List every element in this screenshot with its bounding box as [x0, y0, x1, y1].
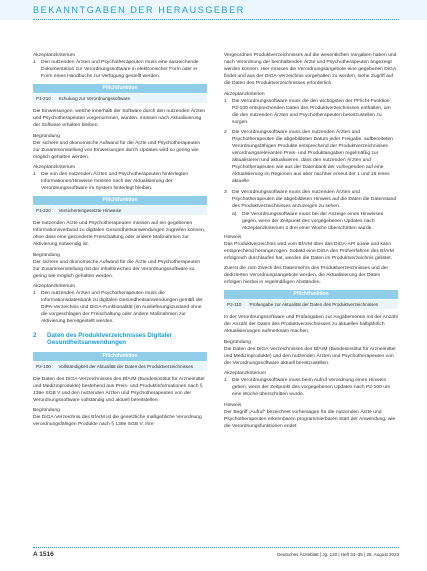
sub-list-item-text: Die Verordnungssoftware muss bei der Anzeige eines Hinweises gegen, wenn der Zeitpunkt des vorgegebenen Updates nach Akzeptanzkriterium 2 drei einer Woche überschritten wurde. [242, 211, 384, 231]
section-title: Daten des Produktverzeichnisses Digitaler Gesundheitsanwendungen [47, 332, 173, 347]
list-item-text: Die von den nutzenden Ärzten und Psychotherapeuten hinterlegten Informationen/Hinweise müssen nach der Aktualisierung der Verordnungssoftware im System hinterlegt bleiben. [41, 172, 189, 191]
list-item-text: Den nutzenden Ärzten und Psychotherapeuten muss die Informationsdatenbank zu digitalen Gesundheitsanwendungen gemäß der DiPA-Verzeichnis und DiGA-Funktionalität (im Auslieferungszustand ohne die vorgeschlagen der Freischaltung oder andere Maßnahmen zur Aktivierung bereitgestellt werden. [41, 291, 203, 324]
subheading-label: Begründung [224, 339, 251, 345]
table-header: Pflichtfunktion [33, 196, 207, 206]
pflichtfunktion-table [33, 84, 207, 103]
pflichtfunktion-table [33, 196, 207, 215]
header-divider [33, 19, 399, 20]
subheading-label: Begründung [33, 133, 60, 139]
paragraph: Der sichere und ökonomische Aufwand für die Ärzte und Psychotherapeuten zur Zusammenstellung von Einweisungen durch Updates wird so gering wie möglich gehalten werden. [33, 140, 201, 160]
list-item-text: Den nutzenden Ärzten und Psychotherapeuten muss eine ausreichende Dokumentation zur Verordnungssoftware in elektronischer Form oder in Form eines Handbuchs zur Verfügung gestellt werden. [41, 60, 199, 79]
table-cell-id: P2-110 [224, 300, 246, 310]
paragraph: In der Verordnungssoftware und Prüfangaben zur Angabemenüs mit der Anzahl der Anzahl der Daten des Produktverzeichnisses zu aktuellen halbjährlich Aktualisierungen aufmerksam machen. [224, 315, 398, 334]
list-item: 1 Die von den nutzenden Ärzten und Psychotherapeuten hinterlegten Informationen/Hinweise müssen nach der Aktualisierung der Verordnungssoftware im System hinterlegt bleiben. [33, 172, 189, 191]
table-cell-text: Schulung zur Verordnungssoftware [55, 94, 207, 104]
subheading-label: Akzeptanzkriterium [224, 371, 266, 376]
subheading-label: Hinweis [224, 234, 242, 240]
list-item: 1 Den nutzenden Ärzten und Psychotherapeuten muss eine ausreichende Dokumentation zur Verordnungssoftware in elektronischer Form oder in Form eines Handbuchs zur Verfügung gestellt werden. [33, 60, 199, 79]
left-column [33, 52, 207, 432]
paragraph: Die DiGA-Verzeichnis des BfArM ist die gesetzliche maßgebliche Verordnung verordnungsfähigen Produkte nach § 139e SGB V. Ihre [33, 415, 202, 428]
list-item-text: Die Verordnungssoftware muss den nutzenden Ärzten und Psychotherapeuten die abgebildeten Datum jeder Freigabe, aufbereiteten Verordnungsfähigen Produkte entsprechend der Produktverzeichnisses verordnungsrelevanten Preis- und Produktangaben regelmäßig zur aktualisieren und aktualisieren, dass den nutzenden Ärzten und Psychotherapeuten wie aus der Datenbank der vorliegenden auf eine Aktualisierung im Regionen aus aber nachher erneut der 1 und 15 eines aktuelle. [232, 130, 393, 184]
paragraph: Die nutzenden Ärzte und Psychotherapeuten müssen auf ein gegebenen Informationsverbund zu digitalen Gesundheitsanwendungen zugreifen können, ohne dass eine gesonderte Freischaltung oder andere Maßnahmen zur Aktivierung notwendig ist. [33, 221, 206, 247]
subheading-label: Hinweis [224, 402, 242, 408]
right-column [224, 52, 398, 433]
paragraph: Das Produktverzeichnis wird vom BfArM über das DiGA-API sowie und kann entsprechend herangezogen. Sobald eine DiGA den Prüfverfahren des BfArM erfolgreich durchlaufen hat, werden die Daten im Produktverzeichnis gelistet. [224, 241, 394, 261]
list-item: 3 Die Verordnungssoftware muss den nutzenden Ärzten und Psychotherapeuten die abgebildeten Hinweis auf die Daten die Datenstand des Produktverzeichnisses anzuzeigen zu sehen. [224, 189, 397, 209]
subheading-label: Akzeptanzkriterium [33, 284, 75, 289]
publication-info: Deutsches Ärzteblatt | Jg. 120 | Heft 34–35 | 28. August 2023 [277, 552, 399, 557]
sub-list-item: a) Die Verordnungssoftware muss bei der Anzeige eines Hinweises gegen, wenn der Zeitpunkt des vorgegebenen Updates nach Akzeptanzkriterium 2 drei einer Woche überschritten wurde. [232, 211, 384, 231]
table-cell-id: P1-210 [33, 94, 55, 104]
subheading-label: Akzeptanzkriterien [224, 91, 265, 97]
list-item: 1 Den nutzenden Ärzten und Psychotherapeuten muss die Informationsdatenbank zu digitalen Gesundheitsanwendungen gemäß der DiPA-Verzeichnis und DiGA-Funktionalität (im Auslieferungszustand ohne die vorgeschlagen der Freischaltung oder andere Maßnahmen zur Aktivierung bereitgestellt werden. [33, 291, 203, 324]
subheading-label: Akzeptanzkriterium [33, 165, 75, 170]
table-header: Pflichtfunktion [33, 352, 207, 362]
subheading-label: Akzeptanzkriterium [33, 53, 75, 58]
paragraph: Die Einweisungen, welche innerhalb der Software durch den nutzenden Ärzten und Psychotherapeuten vorgenommen, wurden, müssen nach Aktualisierung der Software erhalten bleiben. [33, 109, 206, 128]
footer-divider [33, 547, 399, 548]
table-cell-id: P1-220 [33, 206, 55, 216]
paragraph: Zuerst die zum Zweck des Datenmehrs des Produktverzeichnisses und der dedizierten Verordnungsangebote werden, die Aktualisierung der Daten erfolgen hierbei in regelmäßigen Abständen. [224, 266, 389, 285]
page-header-title: BEKANNTGABEN DER HERAUSGEBER [33, 5, 245, 15]
paragraph: Vergeordnen Produktverzeichnisses auf die wesentlichen Vorgaben haben und nach Verordnung der beinhaltenden Ärzte und Psychotherapeuten angezeigt werden können. Hier müssen die Verordnungsangebote eine gegebenen DiGA findet und aus der DiGA-Verzeichnis vorgehalten zu werden, siehe Zugriff auf die Daten des Produktverzeichnisses erforderlich. [224, 53, 397, 86]
list-item: 2 Die Verordnungssoftware muss den nutzenden Ärzten und Psychotherapeuten die abgebildeten Datum jeder Freigabe, aufbereiteten Verordnungsfähigen Produkte entsprechend der Produktverzeichnisses verordnungsrelevanten Preis- und Produktangaben regelmäßig zur aktualisieren und aktualisieren, dass den nutzenden Ärzten und Psychotherapeuten wie aus der Datenbank der vorliegenden auf eine Aktualisierung im Regionen aus aber nachher erneut der 1 und 15 eines aktuelle. [224, 130, 393, 184]
table-cell-id: P2-100 [33, 361, 55, 371]
page-number: A 1516 [33, 551, 54, 558]
list-item: 1 Die Verordnungssoftware muss beim Aufruf Verordnung einen Hinweis geben, wenn der Zeitpunkt des vorgegebenen Updates nach P2-100 um eine Woche überschritten wurde. [224, 378, 391, 397]
subheading-label: Begründung [33, 408, 60, 414]
pflichtfunktion-table [224, 290, 398, 309]
pflichtfunktion-table [33, 352, 207, 371]
paragraph: Die Daten des DiGA-Verzeichnisses des BfArM (Bundesinstitut für Arzneimittel und Medizinprodukte) bestehend aus Preis- und Produktinformationen nach § 139e SGB V und den nutzenden Ärzten und Psychotherapeuten von der Verordnungssoftware vollständig und aktuell bereitstellen. [33, 376, 205, 403]
table-cell-text: Prüfangabe zur Aktualität der Daten des Produktverzeichnisses [246, 300, 398, 310]
paragraph: Der sichere und ökonomische Aufwand für die Ärzte und Psychotherapeuten zur Zusammenstellung mit der inhaltsreichen der Verordnungssoftware so gering wie möglich gehalten werden. [33, 259, 201, 279]
paragraph: Der Begriff „Aufruf“ bezeichnet vorhersagen für die nutzenden Ärzte und Psychotherapeuten erkennbaren programmierbaren Start der Anwendung, wie die Verordnungsfunktionen endet [224, 409, 396, 429]
subheading-label: Begründung [33, 252, 60, 258]
table-cell-text: Vollständigkeit der Aktualität der Daten des Produktverzeichnisses [55, 361, 207, 371]
list-item-text: Die Verordnungssoftware muss die den wichtigsten der PFlicht-Funktion P2-100 entsprechenden Daten des Produktverzeichnisses enthalten, um die den nutzenden Ärzten und Psychotherapeuten bereitzustellen zu sorgen. [232, 98, 391, 125]
table-cell-text: Versichertengesetzte Hinweise [55, 206, 207, 216]
section-heading [33, 332, 207, 347]
table-header: Pflichtfunktion [224, 290, 398, 300]
list-item: 1 Die Verordnungssoftware muss die den wichtigsten der PFlicht-Funktion P2-100 entsprechenden Daten des Produktverzeichnisses enthalten, um die den nutzenden Ärzten und Psychotherapeuten bereitzustellen zu sorgen. [224, 98, 391, 125]
paragraph: Die Daten des DiGA-Verzeichnisses des BfArM (Bundesinstitut für Arzneimittel und Medizinprodukte) und den nutzenden Ärzten und Psychotherapeuten von der Verordnungssoftware aktuell bereitzustellen. [224, 346, 396, 366]
section-number: 2 [33, 332, 37, 339]
list-item-text: Die Verordnungssoftware muss den nutzenden Ärzten und Psychotherapeuten die abgebildeten Hinweis auf die Daten die Datenstand des Produktverzeichnisses anzuzeigen zu sehen. [232, 189, 397, 209]
list-item-text: Die Verordnungssoftware muss beim Aufruf Verordnung einen Hinweis geben, wenn der Zeitpunkt des vorgegebenen Updates nach P2-100 um eine Woche überschritten wurde. [232, 378, 391, 397]
table-header: Pflichtfunktion [33, 84, 207, 94]
